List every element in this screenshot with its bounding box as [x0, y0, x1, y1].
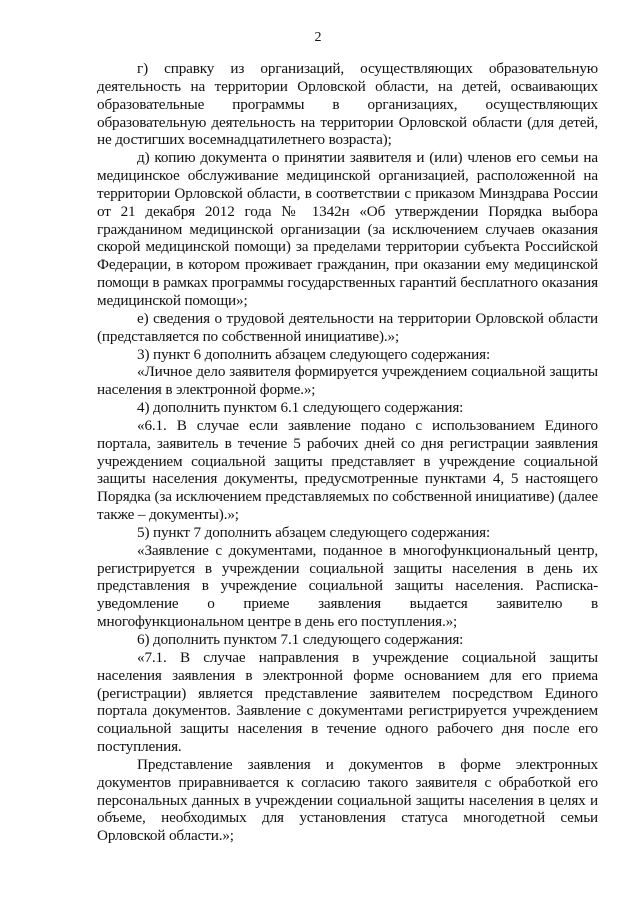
paragraph-quote-6-1: «6.1. В случае если заявление подано с использованием Единого портала, заявитель в течение 5 рабочих дней со дня регистрации заявления учреждением социальной защиты представляет в учреждение социальной защиты населения документы, предусмотренные пунктами 4, 5 настоящего Порядка (за исключением представляемых по собственной инициативе) (далее также – документы).»;: [97, 416, 598, 524]
paragraph-point-5: 5) пункт 7 дополнить абзацем следующего содержания:: [137, 523, 491, 541]
paragraph-quote-electronic-file: «Личное дело заявителя формируется учреждением социальной защиты населения в электронной форме.»;: [97, 363, 598, 399]
paragraph-consent: Представление заявления и документов в форме электронных документов приравнивается к согласию такого заявителя с обработкой его персональных данных в учреждении социальной защиты населения в целях и объеме, необходимых для установления статуса многодетной семьи Орловской области.»;: [97, 755, 598, 845]
paragraph-item-e: е) сведения о трудовой деятельности на территории Орловской области (представляется по собственной инициативе).»;: [97, 309, 598, 345]
paragraph-point-6: 6) дополнить пунктом 7.1 следующего содержания:: [137, 631, 464, 648]
paragraph-quote-mfc: «Заявление с документами, поданное в многофункциональный центр, регистрируется в учреждении социальной защиты населения в день их представления в учреждение социальной защиты населения. Расписка-уведомление о приеме заявления выдается заявителю в многофункциональном центре в день его поступления.»;: [97, 541, 598, 631]
paragraph-item-g: г) справку из организаций, осуществляющих образовательную деятельность на территории Орловской области, на детей, осваивающих образовательные программы в организациях, осуществляющих образовательную деятельность на территории Орловской области (для детей, не достигших восемнадцатилетнего возраста);: [97, 60, 598, 149]
paragraph-item-d: д) копию документа о принятии заявителя и (или) членов его семьи на медицинское обслуживание медицинской организацией, расположенной на территории Орловской области, в соответствии с приказом Минздрава России от 21 декабря 2012 года № 1342н «Об утверждении Порядка выбора гражданином медицинской организации (за исключением случаев оказания скорой медицинской помощи) за пределами территории субъекта Российской Федерации, в котором проживает гражданин, при оказании ему медицинской помощи в рамках программы государственных гарантий бесплатного оказания медицинской помощи»;: [97, 149, 598, 309]
paragraph-point-3: 3) пункт 6 дополнить абзацем следующего содержания:: [137, 345, 491, 363]
page-number: 2: [314, 30, 322, 45]
document-body: [97, 60, 598, 845]
paragraph-quote-7-1: «7.1. В случае направления в учреждение социальной защиты населения заявления в электронной форме основанием для его приема (регистрации) является представление заявителем посредством Единого портала документов. Заявление с документами регистрируется учреждением социальной защиты населения в течение одного рабочего дня после его поступления.: [97, 648, 598, 756]
paragraph-point-4: 4) дополнить пунктом 6.1 следующего содержания:: [137, 399, 464, 417]
